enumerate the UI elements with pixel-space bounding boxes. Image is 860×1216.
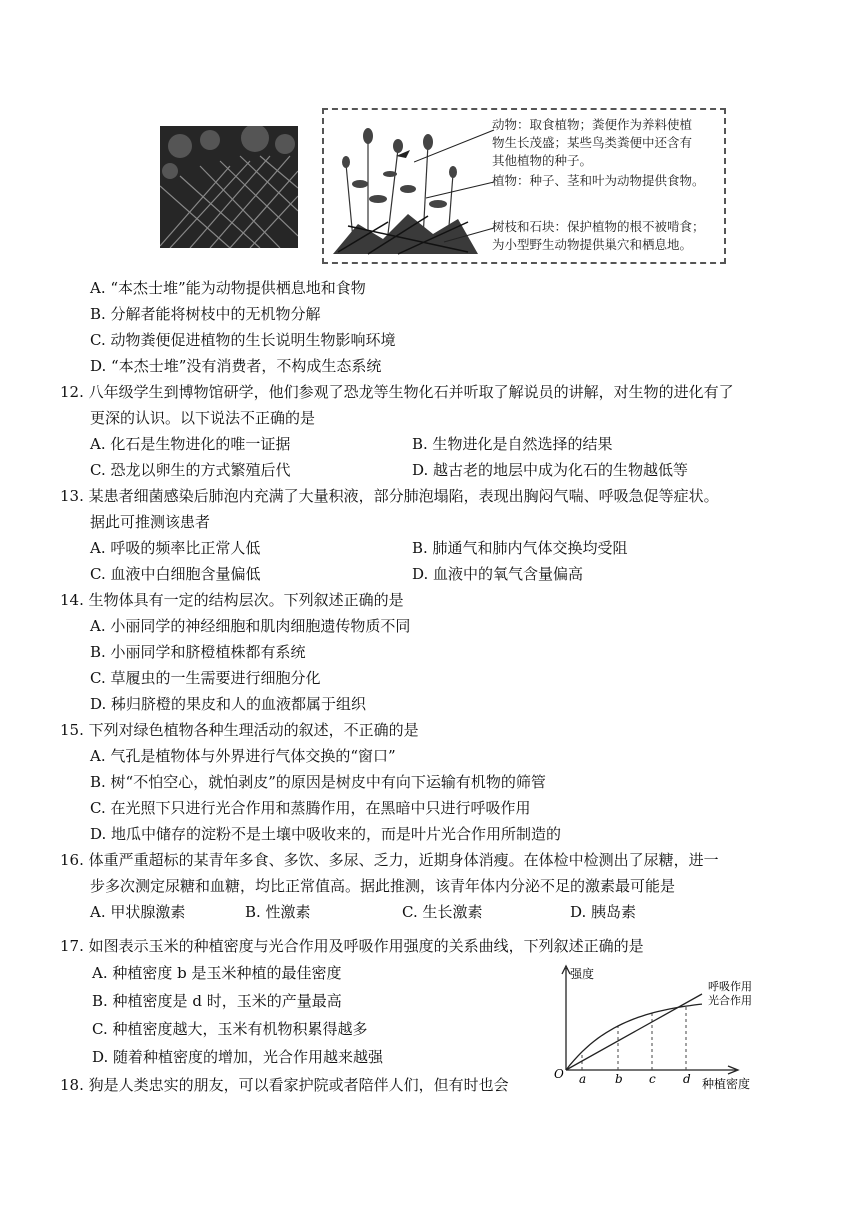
x-tick-a: a <box>579 1072 587 1086</box>
q13-stem-line1: 13. 某患者细菌感染后肺泡内充满了大量积液，部分肺泡塌陷，表现出胸闷气喘、呼吸急促等症状。 <box>60 487 719 505</box>
q11-option-a: A. “本杰士堆”能为动物提供栖息地和食物 <box>90 279 366 297</box>
q14-stem: 14. 生物体具有一定的结构层次。下列叙述正确的是 <box>60 591 404 609</box>
q15-option-d: D. 地瓜中储存的淀粉不是土壤中吸收来的，而是叶片光合作用所制造的 <box>90 825 562 843</box>
q12-option-b: B. 生物进化是自然选择的结果 <box>412 435 613 453</box>
bunjie-pile-photo <box>160 126 298 248</box>
note-branch-line1: 树枝和石块：保护植物的根不被啃食； <box>492 219 705 234</box>
q13-option-c: C. 血液中白细胞含量偏低 <box>90 565 261 583</box>
q16-stem-line1: 16. 体重严重超标的某青年多食、多饮、多尿、乏力，近期身体消瘦。在体检中检测出了尿糖，进一 <box>60 851 719 869</box>
q12-option-d: D. 越古老的地层中成为化石的生物越低等 <box>412 461 689 479</box>
q13-option-d: D. 血液中的氧气含量偏高 <box>412 565 584 583</box>
q16-option-b: B. 性激素 <box>245 903 311 921</box>
q17-chart <box>552 962 772 1092</box>
note-animal-line2: 物生长茂盛；某些鸟类粪便中还含有 <box>492 135 693 150</box>
q11-option-d: D. “本杰士堆”没有消费者，不构成生态系统 <box>90 357 382 375</box>
legend-respiration: 呼吸作用 <box>708 980 752 993</box>
x-tick-c: c <box>649 1072 656 1086</box>
figure-annotation-box <box>322 108 726 264</box>
q17-option-c: C. 种植密度越大，玉米有机物积累得越多 <box>92 1020 368 1038</box>
q17-option-b: B. 种植密度是 d 时，玉米的产量最高 <box>92 992 342 1010</box>
q14-option-b: B. 小丽同学和脐橙植株都有系统 <box>90 643 306 661</box>
q12-stem-line1: 12. 八年级学生到博物馆研学，他们参观了恐龙等生物化石并听取了解说员的讲解，对生物的进化有了 <box>60 383 734 401</box>
note-animal-line3: 其他植物的种子。 <box>492 153 593 168</box>
q17-option-d: D. 随着种植密度的增加，光合作用越来越强 <box>92 1048 384 1066</box>
q15-option-b: B. 树“不怕空心，就怕剥皮”的原因是树皮中有向下运输有机物的筛管 <box>90 773 546 791</box>
x-tick-d: d <box>683 1072 691 1086</box>
note-plant: 植物：种子、茎和叶为动物提供食物。 <box>492 173 705 188</box>
q16-option-a: A. 甲状腺激素 <box>90 903 186 921</box>
q16-option-c: C. 生长激素 <box>402 903 483 921</box>
q12-option-a: A. 化石是生物进化的唯一证据 <box>90 435 291 453</box>
q15-option-a: A. 气孔是植物体与外界进行气体交换的“窗口” <box>90 747 396 765</box>
origin-label: O <box>554 1067 564 1081</box>
q17-stem: 17. 如图表示玉米的种植密度与光合作用及呼吸作用强度的关系曲线，下列叙述正确的是 <box>60 937 644 955</box>
note-animal-line1: 动物：取食植物；粪便作为养料使植 <box>492 117 693 132</box>
legend-photosynthesis: 光合作用 <box>708 994 752 1007</box>
q16-stem-line2: 步多次测定尿糖和血糖，均比正常值高。据此推测，该青年体内分泌不足的激素最可能是 <box>90 877 676 895</box>
photosynthesis-curve <box>566 1004 702 1070</box>
q17-option-a: A. 种植密度 b 是玉米种植的最佳密度 <box>92 964 342 982</box>
q14-option-c: C. 草履虫的一生需要进行细胞分化 <box>90 669 321 687</box>
q13-stem-line2: 据此可推测该患者 <box>90 513 211 531</box>
x-tick-b: b <box>615 1072 623 1086</box>
respiration-line <box>566 994 702 1070</box>
q12-option-c: C. 恐龙以卵生的方式繁殖后代 <box>90 461 291 479</box>
q11-option-c: C. 动物粪便促进植物的生长说明生物影响环境 <box>90 331 396 349</box>
callout-lines <box>414 110 504 260</box>
q18-stem: 18. 狗是人类忠实的朋友，可以看家护院或者陪伴人们，但有时也会 <box>60 1076 509 1094</box>
q13-option-b: B. 肺通气和肺内气体交换均受阻 <box>412 539 628 557</box>
q12-stem-line2: 更深的认识。以下说法不正确的是 <box>90 409 316 427</box>
q11-option-b: B. 分解者能将树枝中的无机物分解 <box>90 305 321 323</box>
q13-option-a: A. 呼吸的频率比正常人低 <box>90 539 261 557</box>
x-axis-label: 种植密度 <box>702 1077 751 1091</box>
q15-option-c: C. 在光照下只进行光合作用和蒸腾作用，在黑暗中只进行呼吸作用 <box>90 799 531 817</box>
q16-option-d: D. 胰岛素 <box>570 903 637 921</box>
q15-stem: 15. 下列对绿色植物各种生理活动的叙述，不正确的是 <box>60 721 419 739</box>
q14-option-d: D. 秭归脐橙的果皮和人的血液都属于组织 <box>90 695 367 713</box>
q14-option-a: A. 小丽同学的神经细胞和肌肉细胞遗传物质不同 <box>90 617 411 635</box>
note-branch-line2: 为小型野生动物提供巢穴和栖息地。 <box>492 237 693 252</box>
y-axis-label: 强度 <box>570 967 595 981</box>
